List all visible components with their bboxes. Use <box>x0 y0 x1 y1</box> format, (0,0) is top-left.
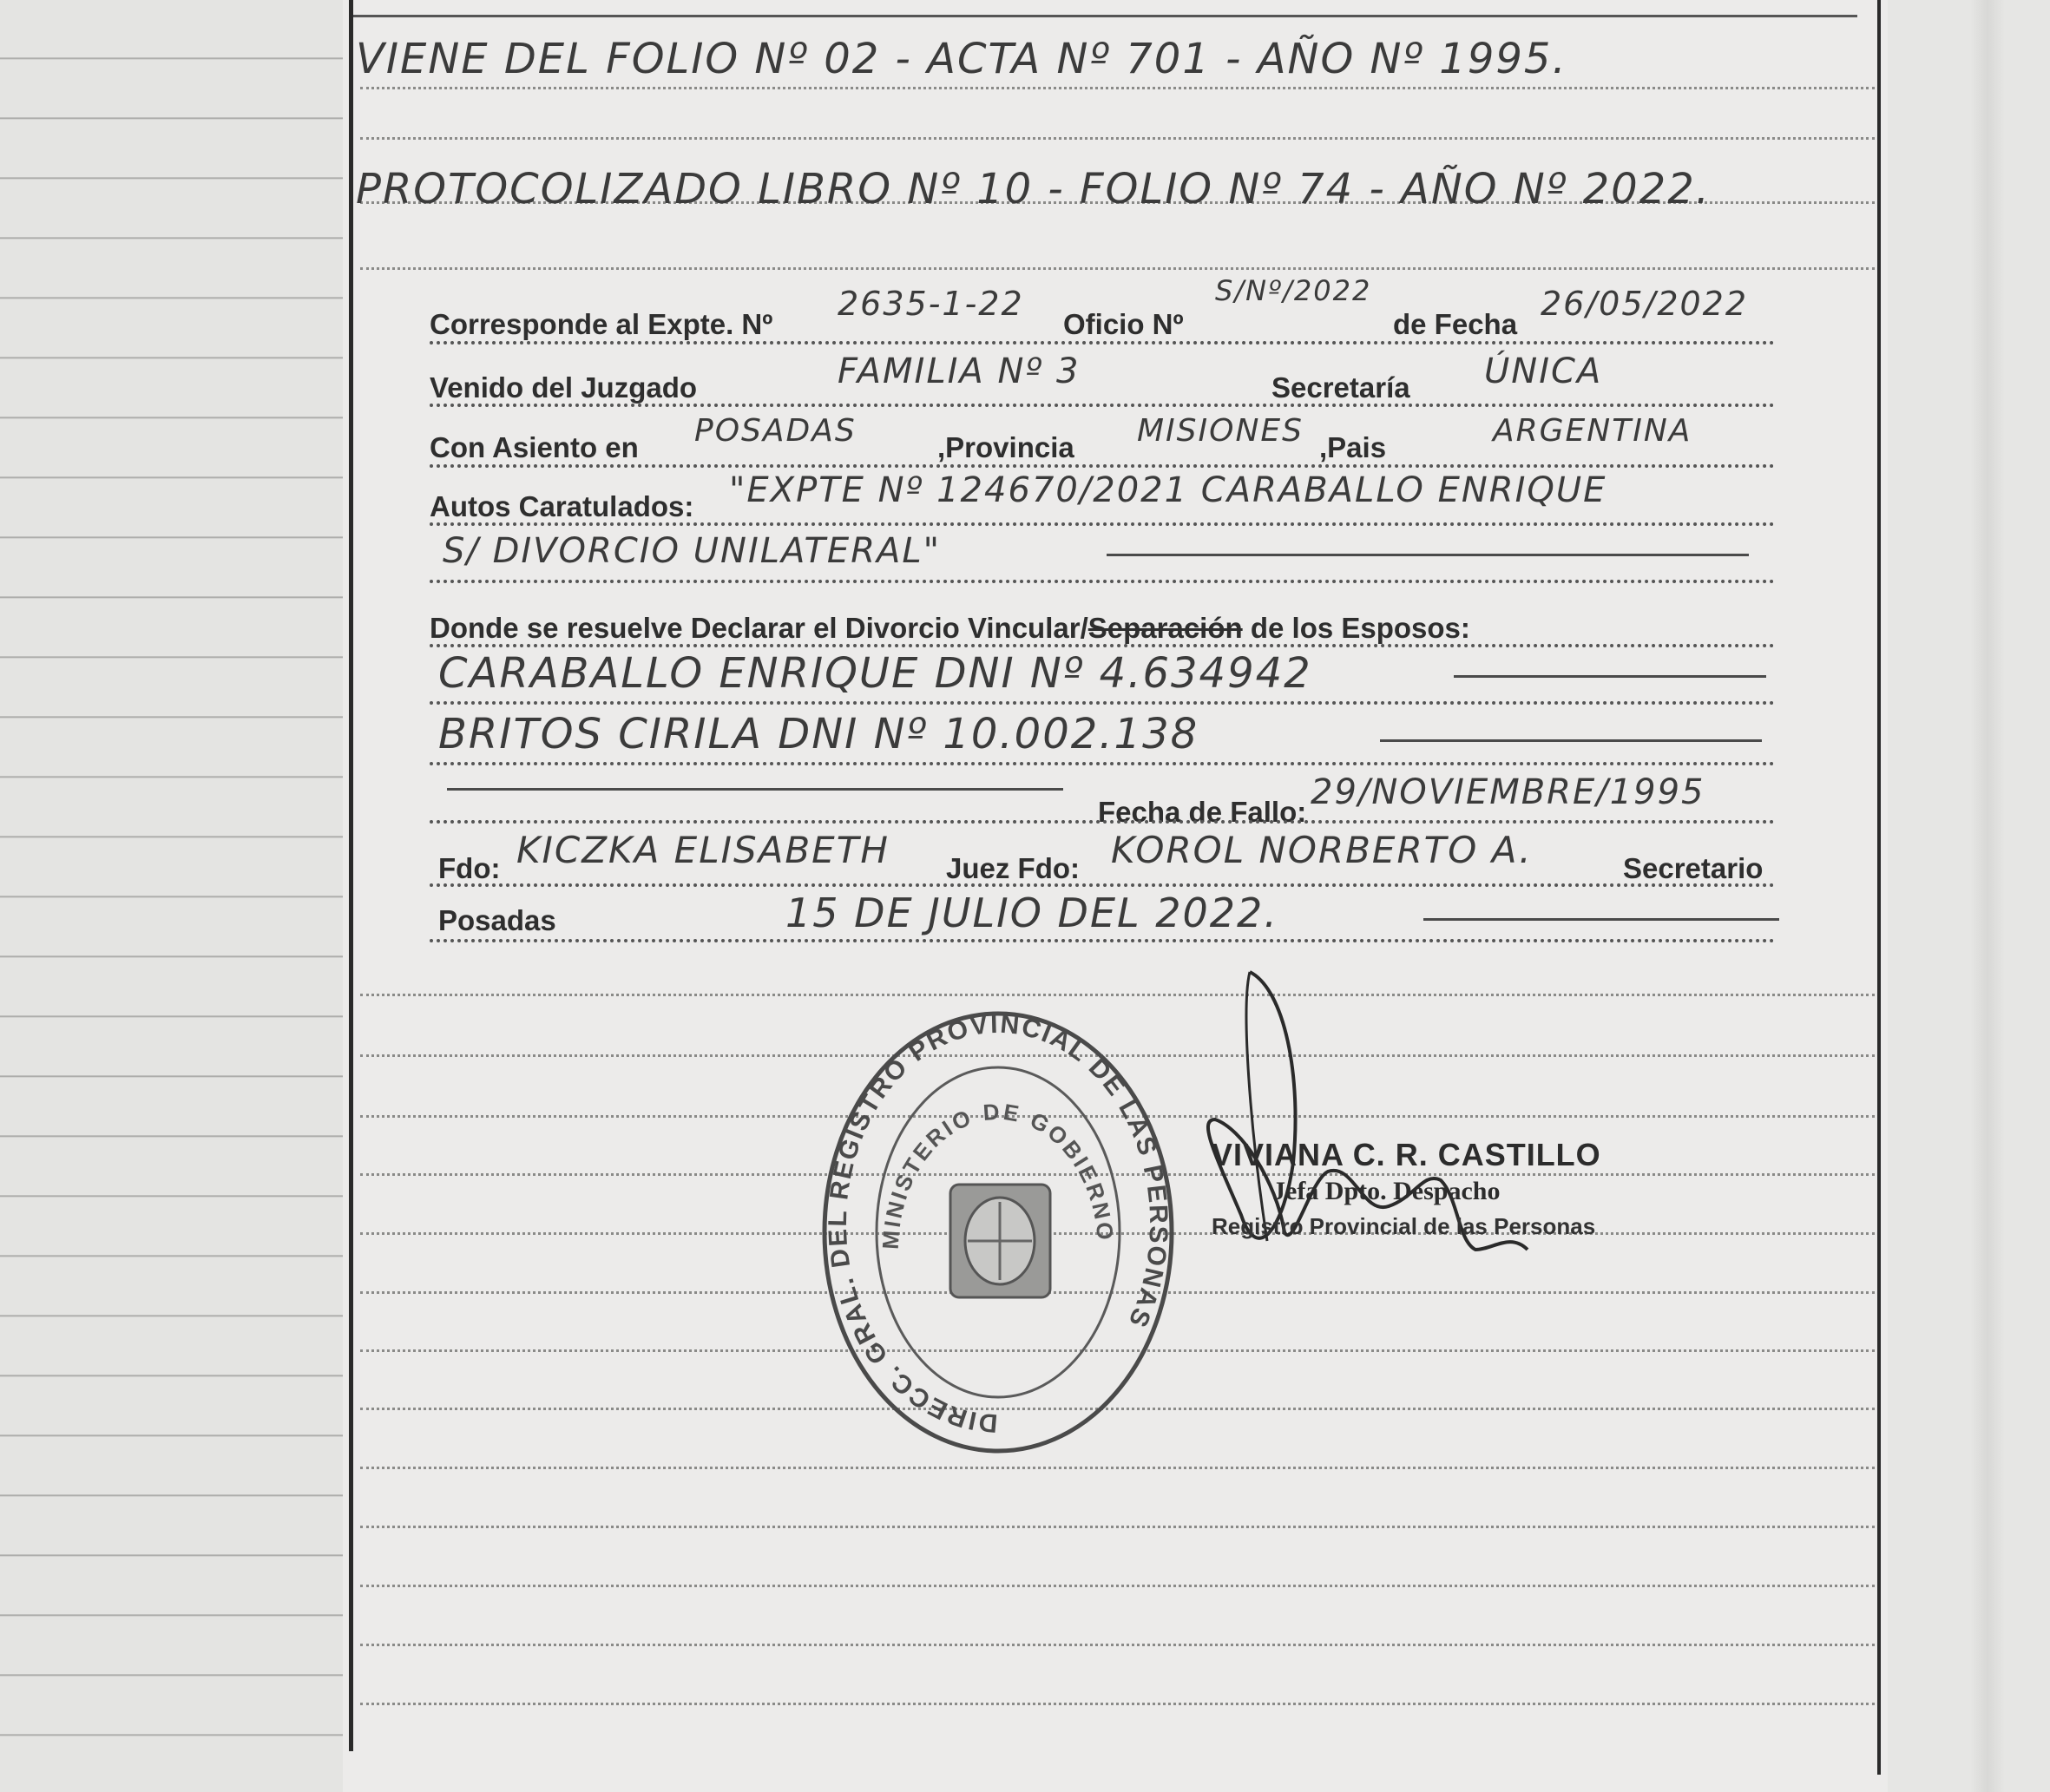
fill-line <box>1107 554 1749 556</box>
fallo-label: Fecha de Fallo: <box>1098 796 1307 828</box>
dotted-line <box>430 580 1775 583</box>
page-fold <box>1970 0 2005 1792</box>
ruled-line <box>360 87 1875 89</box>
secretaria-value: ÚNICA <box>1484 351 1603 391</box>
juez-label: Juez Fdo: <box>946 852 1080 884</box>
pais-label: ,Pais <box>1319 431 1387 463</box>
dotted-line <box>430 883 1775 887</box>
right-page-strip <box>1888 0 2050 1792</box>
fill-line <box>1380 739 1762 742</box>
ruled-line <box>360 1585 1875 1587</box>
autos-label: Autos Caratulados: <box>430 490 694 522</box>
autos-value-1: "EXPTE Nº 124670/2021 CARABALLO ENRIQUE <box>729 470 1607 510</box>
secretario-value: KOROL NORBERTO A. <box>1111 829 1533 871</box>
ruled-line <box>360 994 1875 996</box>
dotted-line <box>430 644 1775 647</box>
signer-organization: Registro Provincial de las Personas <box>1212 1213 1596 1239</box>
juez-value: KICZKA ELISABETH <box>516 829 890 871</box>
ruled-line <box>360 137 1875 140</box>
dotted-line <box>430 341 1775 345</box>
fdo-label: Fdo: <box>438 852 501 884</box>
signer-name: VIVIANA C. R. CASTILLO <box>1212 1137 1601 1172</box>
resuelve-struck-word: Separación <box>1087 612 1243 644</box>
secretario-label: Secretario <box>1623 852 1764 884</box>
resuelve-label-suffix: de los Esposos: <box>1242 612 1470 644</box>
dotted-line <box>430 701 1775 705</box>
resuelve-label-text: Donde se resuelve Declarar el Divorcio Vincular/ <box>430 612 1088 644</box>
ruled-line <box>360 267 1875 270</box>
ruled-line <box>360 1526 1875 1528</box>
expte-value: 2635-1-22 <box>838 285 1024 323</box>
fecha-label: de Fecha <box>1393 308 1518 340</box>
fill-line <box>1423 918 1779 921</box>
frame-left <box>349 0 353 1751</box>
ruled-line <box>360 1703 1875 1705</box>
dotted-line <box>430 404 1775 407</box>
dotted-line <box>430 464 1775 468</box>
frame-top <box>349 15 1857 17</box>
fill-line <box>447 788 1063 791</box>
asiento-label: Con Asiento en <box>430 431 639 463</box>
dotted-line <box>430 762 1775 765</box>
dotted-line <box>430 939 1775 942</box>
dotted-line <box>430 820 1775 824</box>
left-page-strip <box>0 0 343 1792</box>
provincia-label: ,Provincia <box>937 431 1074 463</box>
seal-outer-text: DIRECC. GRAL. DEL REGISTRO PROVINCIAL DE LAS PERSONAS <box>823 1009 1173 1438</box>
seal-inner-text: MINISTERIO DE GOBIERNO <box>877 1098 1120 1250</box>
resuelve-label <box>430 612 1470 645</box>
ruled-line <box>360 1644 1875 1646</box>
expte-label: Corresponde al Expte. Nº <box>430 308 773 340</box>
header-protocolizado: PROTOCOLIZADO LIBRO Nº 10 - FOLIO Nº 74 - AÑO Nº 2022. <box>356 165 1712 213</box>
signer-role: Jefa Dpto. Despacho <box>1272 1177 1501 1205</box>
dotted-line <box>430 522 1775 526</box>
coat-of-arms-icon <box>950 1185 1050 1297</box>
oficio-label: Oficio Nº <box>1063 308 1184 340</box>
juzgado-label: Venido del Juzgado <box>430 371 698 404</box>
esposo-1: CARABALLO ENRIQUE DNI Nº 4.634942 <box>438 649 1312 698</box>
oficio-value: S/Nº/2022 <box>1215 274 1372 307</box>
asiento-value: POSADAS <box>694 413 857 449</box>
esposo-2: BRITOS CIRILA DNI Nº 10.002.138 <box>438 710 1199 758</box>
fill-line <box>1454 675 1766 678</box>
ruled-line <box>360 1467 1875 1469</box>
provincia-value: MISIONES <box>1137 413 1304 449</box>
fallo-value: 29/NOVIEMBRE/1995 <box>1311 772 1705 812</box>
official-seal <box>820 1007 1176 1458</box>
header-viene-del-folio: VIENE DEL FOLIO Nº 02 - ACTA Nº 701 - AÑO Nº 1995. <box>356 35 1567 83</box>
pais-value: ARGENTINA <box>1493 413 1692 449</box>
lugar-fecha-value: 15 DE JULIO DEL 2022. <box>785 889 1278 936</box>
secretaria-label: Secretaría <box>1271 371 1410 404</box>
frame-right <box>1877 0 1881 1775</box>
fecha-value: 26/05/2022 <box>1541 285 1749 323</box>
lugar-label: Posadas <box>438 904 556 936</box>
juzgado-value: FAMILIA Nº 3 <box>838 351 1081 391</box>
autos-value-2: S/ DIVORCIO UNILATERAL" <box>443 531 942 571</box>
